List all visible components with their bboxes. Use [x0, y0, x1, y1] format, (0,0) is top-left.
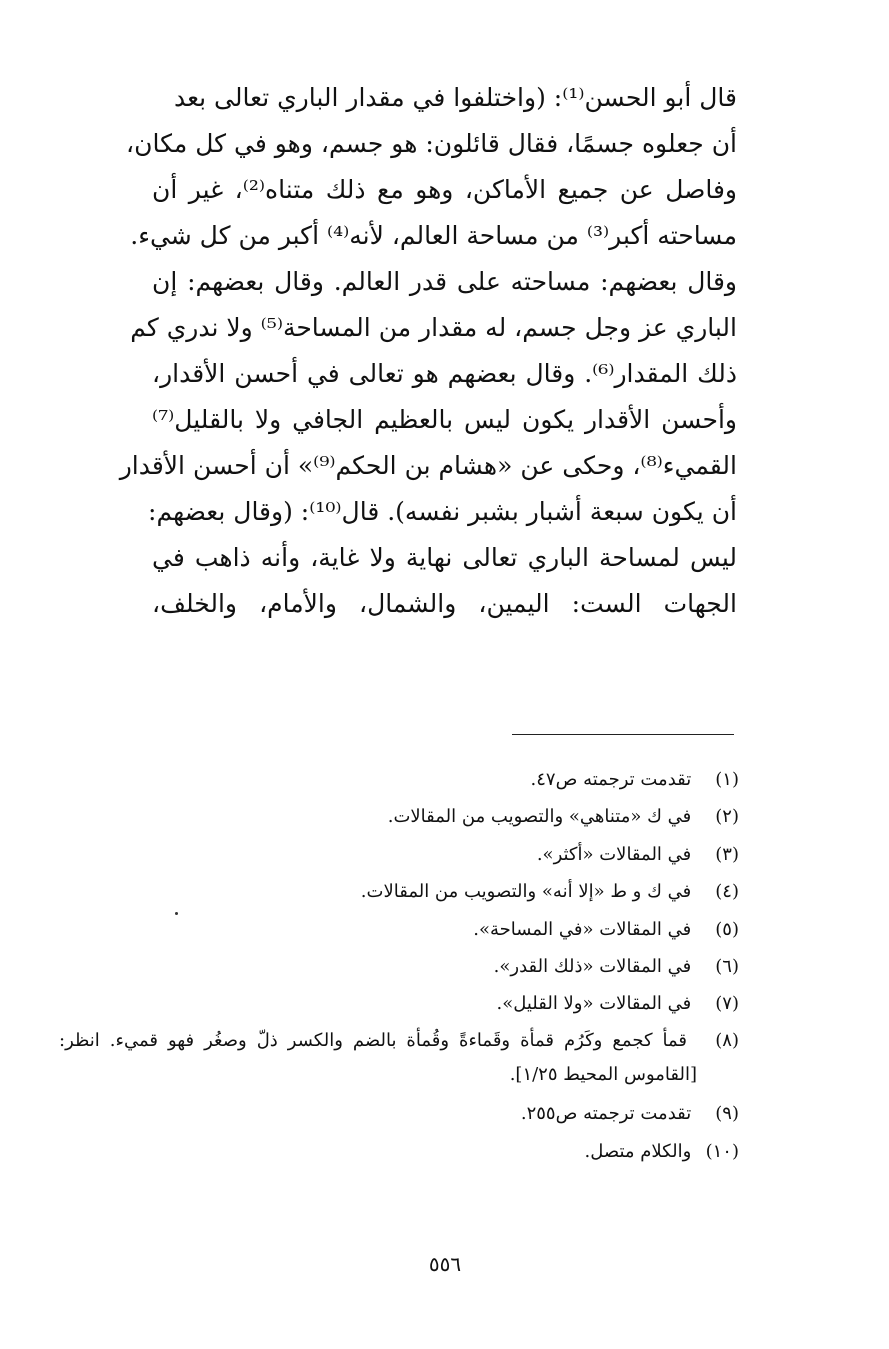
- footnote-3: [537, 841, 739, 869]
- footnote-8: [59, 1027, 739, 1055]
- body-line-6: الباري عز وجل جسم، له مقدار من المساحة⁽⁵⁾ ولا ندري كم: [130, 313, 737, 342]
- body-line-7: ذلك المقدار⁽⁶⁾. وقال بعضهم هو تعالى في أحسن الأقدار،: [152, 359, 737, 388]
- footnote-number: (٢): [715, 806, 739, 827]
- footnote-1: [531, 766, 739, 794]
- footnote-text: في ك «متناهي» والتصويب من المقالات.: [387, 806, 692, 827]
- body-line-12: الجهات الست: اليمين، والشمال، والأمام، والخلف،: [152, 589, 737, 618]
- body-line-5: وقال بعضهم: مساحته على قدر العالم. وقال بعضهم: إن: [152, 267, 737, 296]
- footnote-number: (٦): [715, 956, 739, 977]
- footnote-number: (٣): [715, 844, 739, 865]
- footnote-separator: [512, 734, 734, 735]
- body-line-1: قال أبو الحسن⁽¹⁾: (واختلفوا في مقدار الباري تعالى بعد: [173, 83, 737, 112]
- footnote-text: قمأ كجمع وكَرُم قمأة وقَماءةً وقُمأة بالضم والكسر ذلّ وصغُر فهو قميء. انظر:: [59, 1030, 687, 1051]
- footnote-number: (٨): [715, 1030, 739, 1051]
- footnote-5: [473, 916, 739, 944]
- footnote-text: تقدمت ترجمته ص٢٥٥.: [520, 1103, 692, 1124]
- body-line-10: أن يكون سبعة أشبار بشبر نفسه). قال⁽¹⁰⁾: (وقال بعضهم:: [148, 497, 737, 526]
- body-line-3: وفاصل عن جميع الأماكن، وهو مع ذلك متناه⁽²⁾، غير أن: [152, 175, 737, 204]
- footnote-text: والكلام متصل.: [584, 1141, 692, 1162]
- body-line-4: مساحته أكبر⁽³⁾ من مساحة العالم، لأنه⁽⁴⁾ أكبر من كل شيء.: [130, 221, 737, 250]
- footnote-text: في المقالات «أكثر».: [536, 844, 692, 865]
- body-line-8: وأحسن الأقدار يكون ليس بالعظيم الجافي ولا بالقليل⁽⁷⁾: [152, 405, 737, 434]
- footnote-text: في ك و ط «إلا أنه» والتصويب من المقالات.: [360, 881, 692, 902]
- footnote-number: (٩): [715, 1103, 739, 1124]
- footnote-text: تقدمت ترجمته ص٤٧.: [530, 769, 692, 790]
- footnote-8-continuation: [القاموس المحيط ١/٢٥].: [509, 1064, 697, 1085]
- footnote-4: [361, 878, 739, 906]
- footnote-text: في المقالات «ولا القليل».: [496, 993, 692, 1014]
- footnote-7: [496, 990, 739, 1018]
- footnote-9: [521, 1100, 739, 1128]
- body-line-2: أن جعلوه جسمًا، فقال قائلون: هو جسم، وهو في كل مكان،: [126, 129, 737, 158]
- footnote-text: في المقالات «في المساحة».: [473, 919, 692, 940]
- ink-speck: [175, 912, 178, 915]
- footnote-10: [585, 1138, 740, 1166]
- footnote-6: [494, 953, 739, 981]
- footnote-2: [388, 803, 739, 831]
- body-line-9: القميء⁽⁸⁾، وحكى عن «هشام بن الحكم⁽⁹⁾» أن أحسن الأقدار: [119, 451, 737, 480]
- body-line-11: ليس لمساحة الباري تعالى نهاية ولا غاية، وأنه ذاهب في: [152, 543, 737, 572]
- footnote-number: (١٠): [705, 1141, 739, 1162]
- footnote-number: (٥): [715, 919, 739, 940]
- footnote-number: (٧): [715, 993, 739, 1014]
- footnote-number: (١): [715, 769, 739, 790]
- footnote-text: في المقالات «ذلك القدر».: [493, 956, 692, 977]
- page-number: ٥٥٦: [428, 1252, 462, 1276]
- footnote-number: (٤): [715, 881, 739, 902]
